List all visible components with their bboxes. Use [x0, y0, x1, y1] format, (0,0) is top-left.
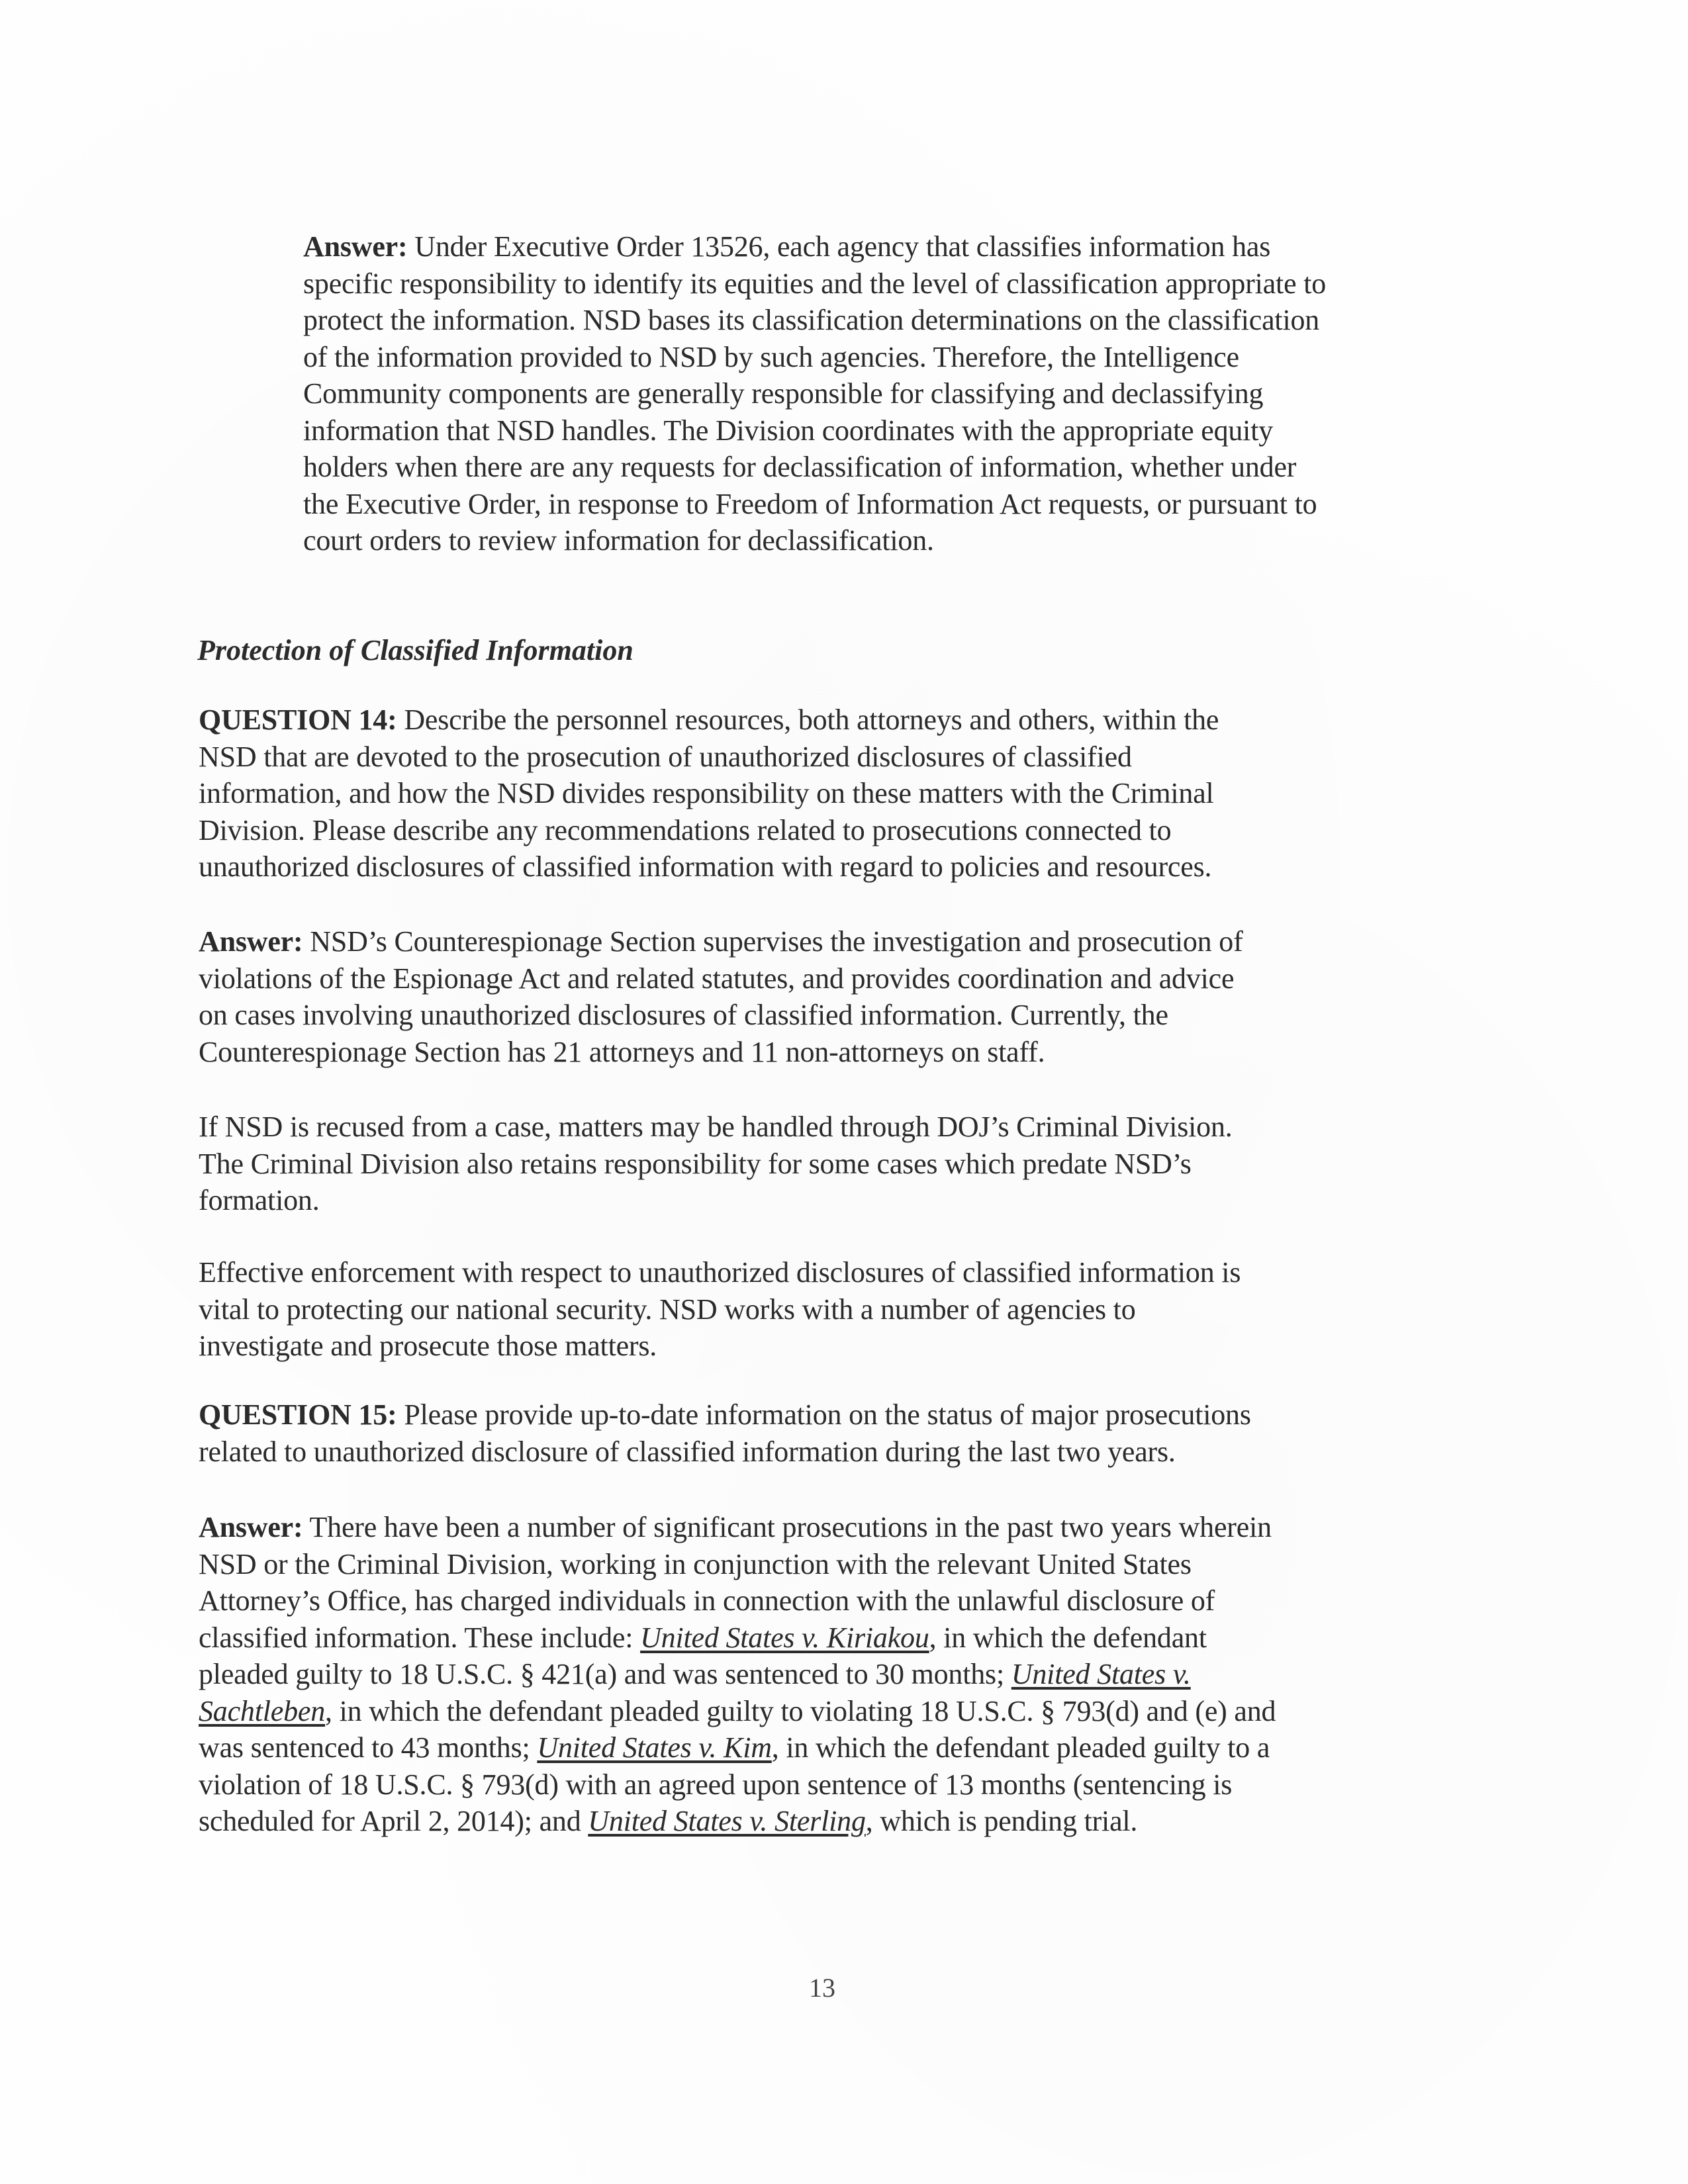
text-line: specific responsibility to identify its equities and the level of classification appropriate to	[303, 267, 1327, 300]
question-14-paragraph	[199, 702, 1219, 886]
text-span: scheduled for April 2, 2014); and	[199, 1805, 588, 1837]
text-line: information that NSD handles. The Division coordinates with the appropriate equity	[303, 414, 1274, 447]
case-citation-sterling: United States v. Sterling	[588, 1805, 866, 1837]
question-15-paragraph	[199, 1396, 1251, 1470]
text-line: investigate and prosecute those matters.	[199, 1330, 657, 1362]
text-span: There have been a number of significant prosecutions in the past two years wherein	[303, 1511, 1272, 1543]
text-line: protect the information. NSD bases its classification determinations on the classification	[303, 304, 1320, 336]
question-label: QUESTION 15:	[199, 1398, 397, 1431]
text-line: formation.	[199, 1184, 320, 1216]
recusal-paragraph	[199, 1109, 1233, 1219]
answer-label: Answer:	[199, 1511, 303, 1543]
text-span: , in which the defendant	[929, 1621, 1207, 1654]
text-line: the Executive Order, in response to Freedom of Information Act requests, or pursuant to	[303, 487, 1317, 520]
question-label: QUESTION 14:	[199, 704, 397, 736]
answer-14-paragraph	[199, 923, 1243, 1070]
answer-15-paragraph	[199, 1509, 1276, 1840]
case-citation-sachtleben-part1: United States v.	[1011, 1658, 1191, 1690]
text-line: Counterespionage Section has 21 attorneys and 11 non-attorneys on staff.	[199, 1035, 1045, 1068]
text-span: , which is pending trial.	[865, 1805, 1138, 1837]
text-span: , in which the defendant pleaded guilty to violating 18 U.S.C. § 793(d) and (e) and	[325, 1694, 1276, 1727]
text-line: related to unauthorized disclosure of classified information during the last two years.	[199, 1435, 1176, 1468]
text-line: violation of 18 U.S.C. § 793(d) with an agreed upon sentence of 13 months (sentencing is	[199, 1768, 1233, 1801]
text-line: Division. Please describe any recommendations related to prosecutions connected to	[199, 813, 1172, 846]
text-line	[199, 1619, 1276, 1657]
text-line: NSD or the Criminal Division, working in conjunction with the relevant United States	[199, 1547, 1192, 1580]
text-line: unauthorized disclosures of classified information with regard to policies and resources.	[199, 850, 1212, 883]
text-span: Under Executive Order 13526, each agency that classifies information has	[407, 230, 1271, 263]
text-line: Community components are generally responsible for classifying and declassifying	[303, 377, 1264, 410]
section-heading: Protection of Classified Information	[197, 634, 633, 666]
text-line: court orders to review information for declassification.	[303, 524, 934, 557]
text-line: of the information provided to NSD by such agencies. Therefore, the Intelligence	[303, 340, 1239, 373]
enforcement-paragraph	[199, 1254, 1241, 1365]
text-line	[199, 702, 1219, 739]
text-line	[199, 1693, 1276, 1730]
text-span: NSD’s Counterespionage Section supervises the investigation and prosecution of	[303, 925, 1243, 958]
text-line: vital to protecting our national security. NSD works with a number of agencies to	[199, 1293, 1136, 1326]
answer-label: Answer:	[303, 230, 408, 263]
text-span: , in which the defendant pleaded guilty to a	[771, 1731, 1270, 1764]
text-span: Please provide up-to-date information on the status of major prosecutions	[397, 1398, 1251, 1431]
case-citation-kim: United States v. Kim	[537, 1731, 772, 1764]
text-span: Describe the personnel resources, both attorneys and others, within the	[397, 704, 1219, 736]
text-line: NSD that are devoted to the prosecution of unauthorized disclosures of classified	[199, 740, 1132, 773]
text-span: pleaded guilty to 18 U.S.C. § 421(a) and was sentenced to 30 months;	[199, 1658, 1011, 1690]
text-line: violations of the Espionage Act and related statutes, and provides coordination and advice	[199, 962, 1235, 995]
text-line	[199, 1803, 1276, 1840]
case-citation-kiriakou: United States v. Kiriakou	[640, 1621, 929, 1654]
text-line	[199, 923, 1243, 960]
text-span: was sentenced to 43 months;	[199, 1731, 538, 1764]
text-line	[199, 1656, 1276, 1693]
page-number: 13	[809, 1973, 835, 2003]
text-line: If NSD is recused from a case, matters may be handled through DOJ’s Criminal Division.	[199, 1111, 1233, 1143]
text-line: Attorney’s Office, has charged individuals in connection with the unlawful disclosure of	[199, 1584, 1215, 1617]
text-line	[199, 1509, 1276, 1546]
text-line: information, and how the NSD divides responsibility on these matters with the Criminal	[199, 777, 1214, 809]
text-line: The Criminal Division also retains responsibility for some cases which predate NSD’s	[199, 1147, 1192, 1180]
text-line: Effective enforcement with respect to unauthorized disclosures of classified information is	[199, 1256, 1241, 1289]
answer-label: Answer:	[199, 925, 303, 958]
text-line: on cases involving unauthorized disclosures of classified information. Currently, the	[199, 999, 1168, 1031]
text-line: holders when there are any requests for declassification of information, whether under	[303, 451, 1297, 483]
answer-13-paragraph	[303, 228, 1326, 559]
case-citation-sachtleben-part2: Sachtleben	[199, 1694, 326, 1727]
text-line	[199, 1396, 1251, 1433]
text-line	[303, 228, 1326, 265]
text-line	[199, 1729, 1276, 1766]
text-span: classified information. These include:	[199, 1621, 641, 1654]
